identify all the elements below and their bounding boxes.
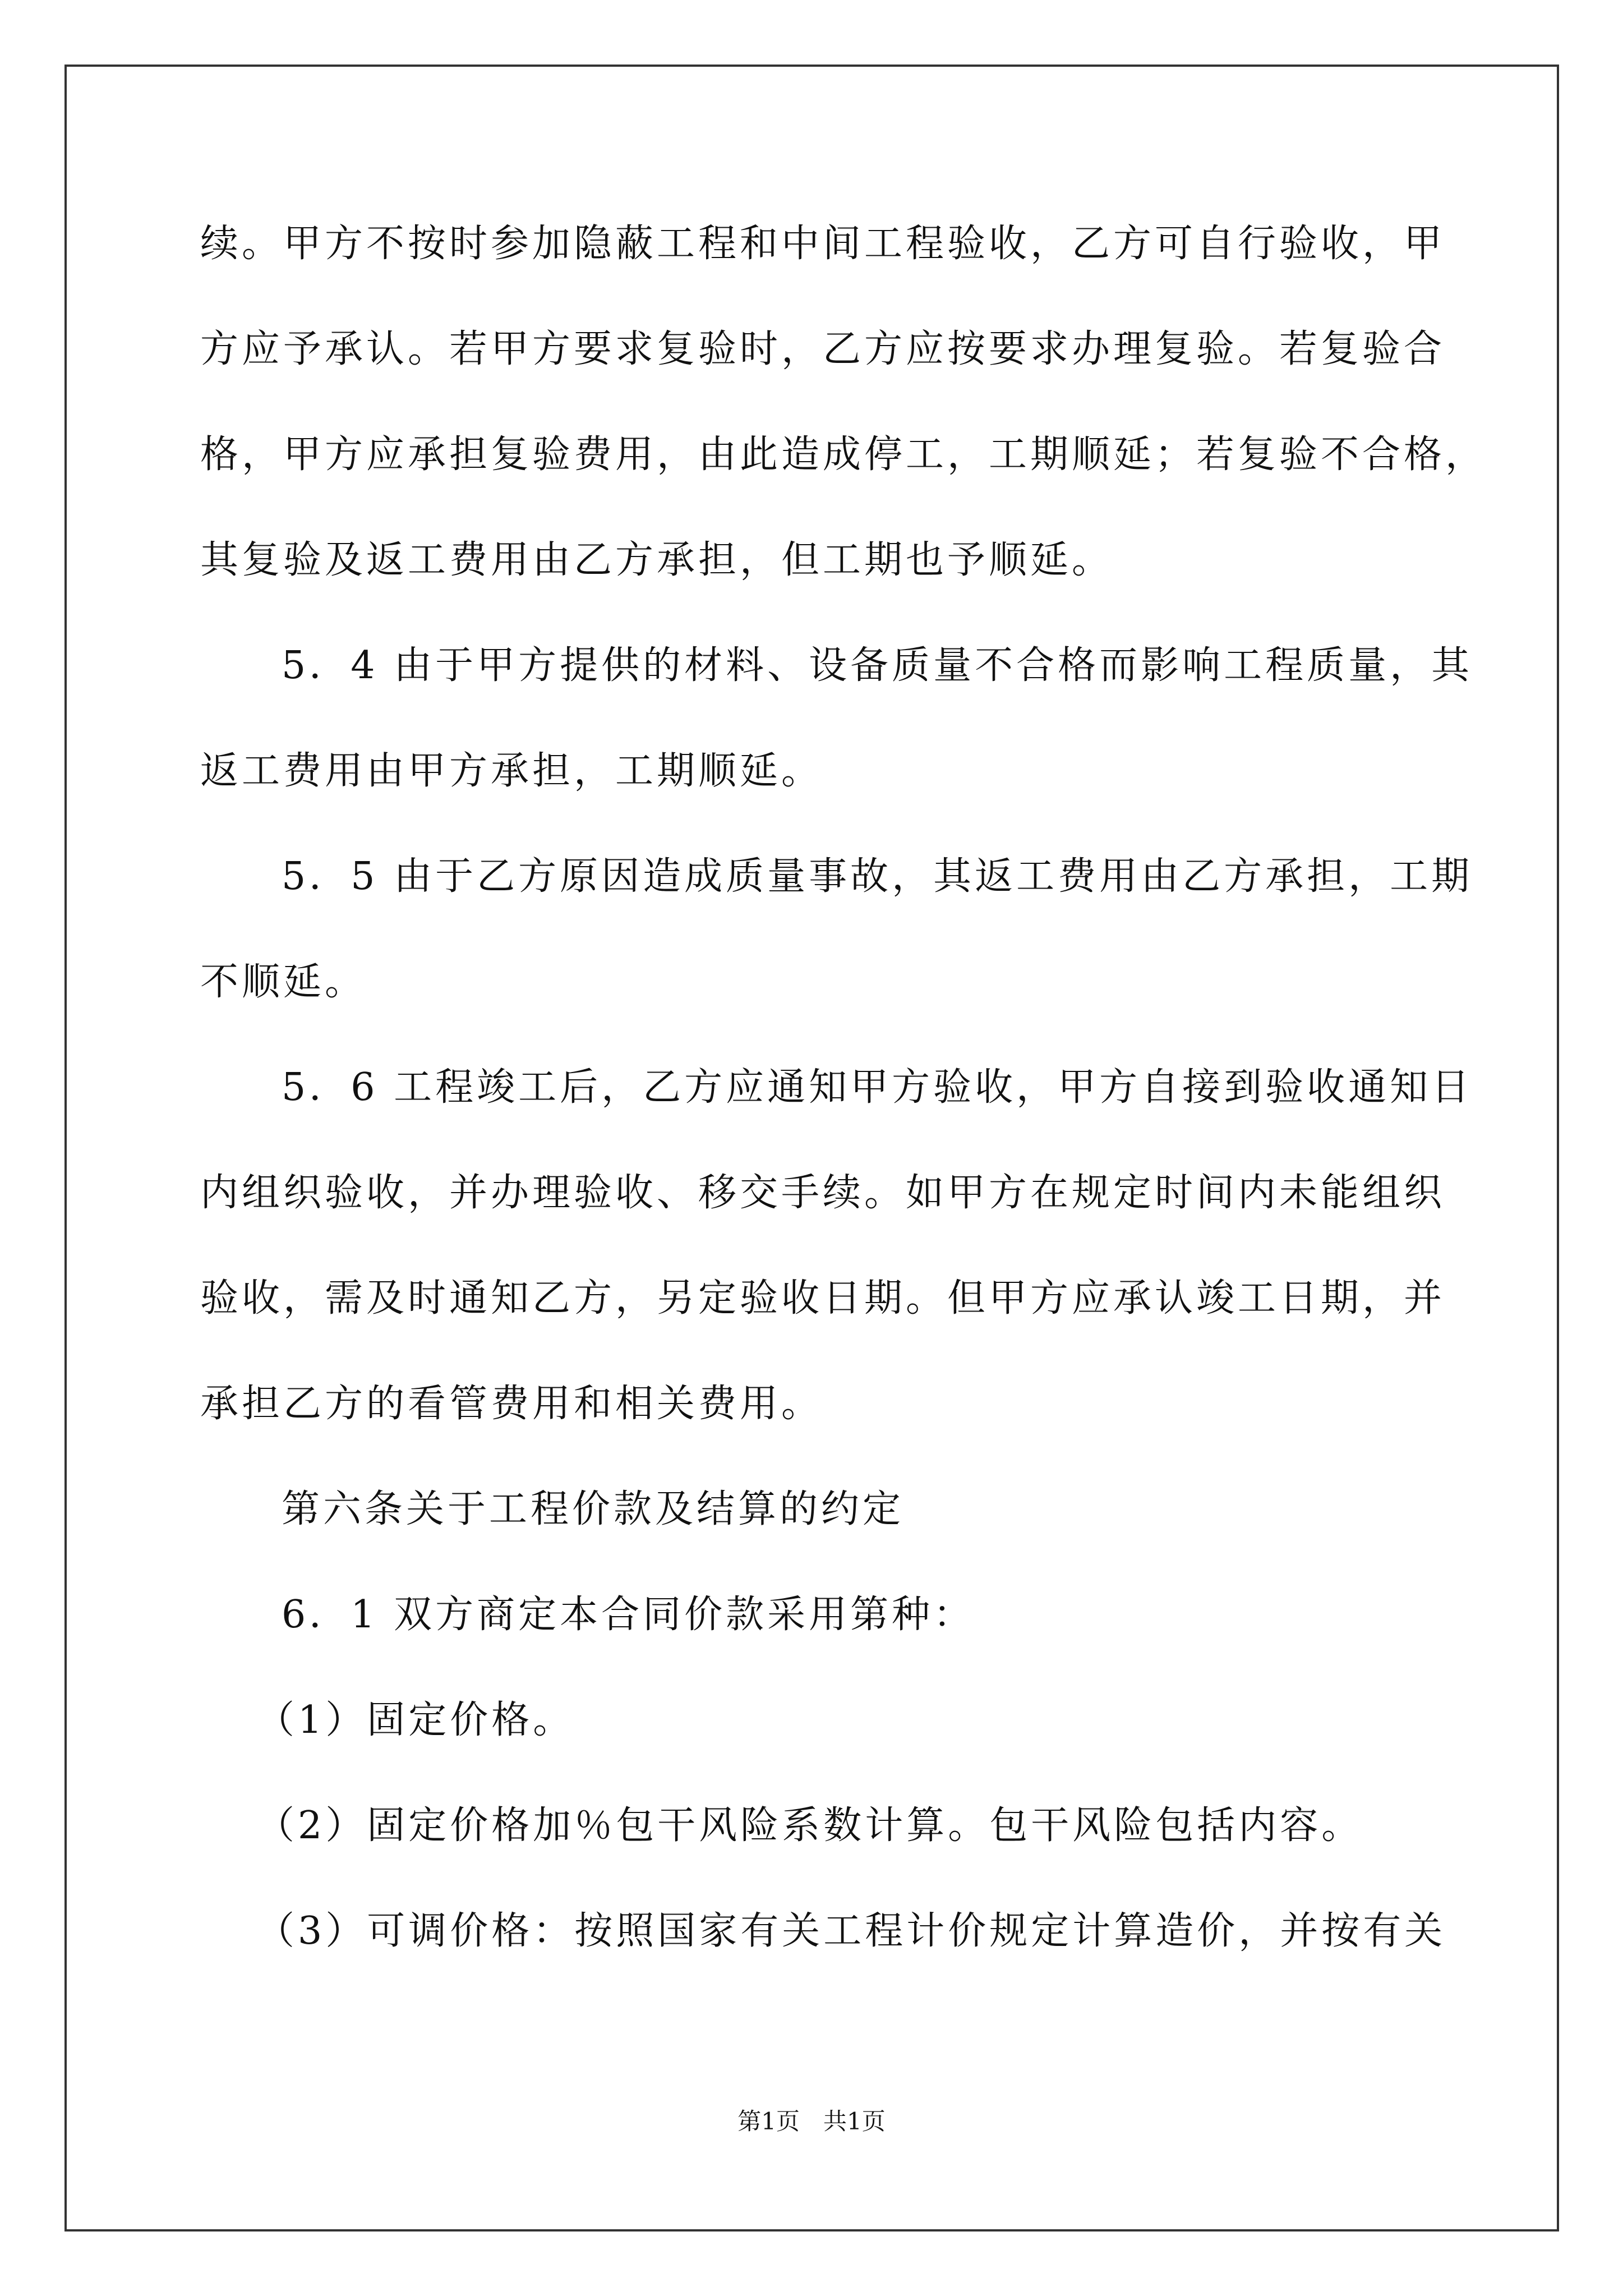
paragraph-line: 返工费用由甲方承担，工期顺延。 [200,749,823,793]
paragraph-line: 不顺延。 [200,960,367,1004]
clause-6-1-line: 6．1 双方商定本合同价款采用第种： [282,1593,975,1637]
paragraph-line: 承担乙方的看管费用和相关费用。 [200,1382,823,1426]
paragraph-line: 其复验及返工费用由乙方承担，但工期也予顺延。 [200,538,1114,582]
option-1-line: （1）固定价格。 [256,1698,575,1742]
page-number-footer: 第1页 共1页 [737,2108,886,2135]
clause-5-4-line: 5．4 由于甲方提供的材料、设备质量不合格而影响工程质量，其 [282,643,1473,688]
article-six-heading: 第六条关于工程价款及结算的约定 [282,1487,905,1531]
option-2-line: （2）固定价格加％包干风险系数计算。包干风险包括内容。 [256,1803,1363,1848]
clause-5-6-line: 5．6 工程竣工后，乙方应通知甲方验收，甲方自接到验收通知日 [282,1065,1473,1110]
paragraph-line: 验收，需及时通知乙方，另定验收日期。但甲方应承认竣工日期，并 [200,1276,1446,1320]
paragraph-line: 格，甲方应承担复验费用，由此造成停工，工期顺延；若复验不合格， [200,432,1487,477]
paragraph-line: 方应予承认。若甲方要求复验时，乙方应按要求办理复验。若复验合 [200,327,1446,371]
paragraph-line: 内组织验收，并办理验收、移交手续。如甲方在规定时间内未能组织 [200,1171,1446,1215]
paragraph-line: 续。甲方不按时参加隐蔽工程和中间工程验收，乙方可自行验收，甲 [200,222,1446,266]
option-3-line: （3）可调价格：按照国家有关工程计价规定计算造价，并按有关 [256,1909,1446,1953]
clause-5-5-line: 5．5 由于乙方原因造成质量事故，其返工费用由乙方承担，工期 [282,854,1473,899]
